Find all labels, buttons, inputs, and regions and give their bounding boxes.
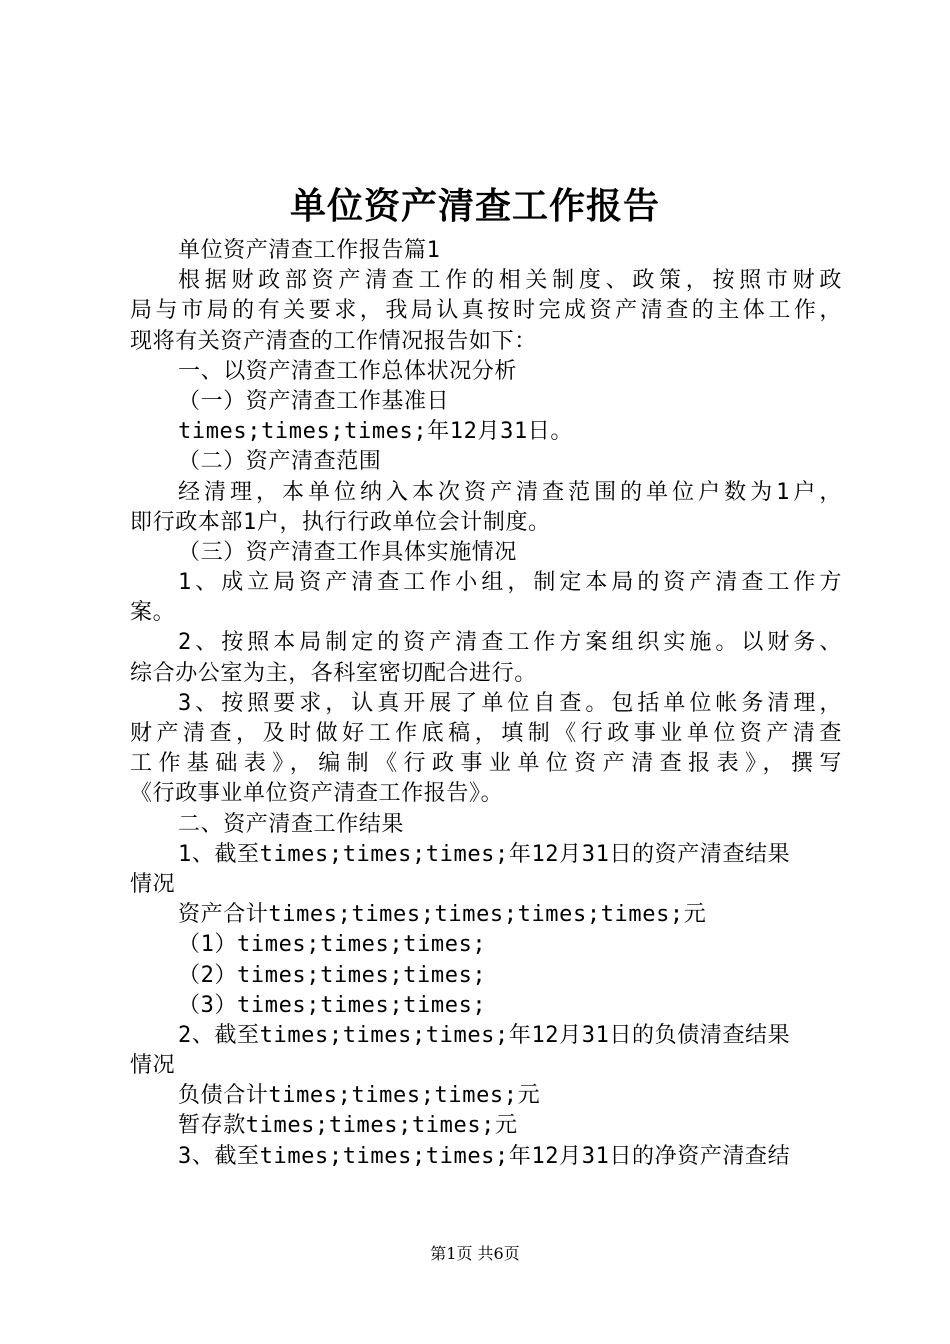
paragraph-line: 3、按照要求，认真开展了单位自查。包括单位帐务清理， — [178, 690, 842, 716]
paragraph-line: 即行政本部1户，执行行政单位会计制度。 — [130, 509, 551, 535]
paragraph-line: 负债合计times;times;times;元 — [178, 1083, 541, 1109]
subsection-heading: （三）资产清查工作具体实施情况 — [178, 539, 518, 565]
list-item: （1）times;times;times; — [178, 932, 487, 958]
paragraph-line: 1、成立局资产清查工作小组，制定本局的资产清查工作方 — [178, 570, 842, 596]
list-item: （3）times;times;times; — [178, 992, 487, 1018]
paragraph-line: 情况 — [130, 871, 176, 897]
paragraph-line: 局与市局的有关要求，我局认真按时完成资产清查的主体工作， — [130, 298, 842, 324]
document-body — [130, 236, 842, 1172]
paragraph-line: 案。 — [130, 600, 176, 626]
paragraph-line: times;times;times;年12月31日。 — [178, 419, 573, 445]
paragraph-line: 《行政事业单位资产清查工作报告》。 — [130, 781, 504, 807]
paragraph-line: 情况 — [130, 1053, 176, 1079]
paragraph-line: 工作基础表》，编制《行政事业单位资产清查报表》，撰写 — [130, 751, 842, 777]
paragraph-line: 单位资产清查工作报告篇1 — [178, 238, 441, 263]
document-title: 单位资产清查工作报告 — [289, 185, 660, 227]
page-footer: 第1页 共6页 — [430, 1244, 520, 1263]
section-heading: 一、以资产清查工作总体状况分析 — [178, 358, 518, 384]
paragraph-line: 2、按照本局制定的资产清查工作方案组织实施。以财务、 — [178, 630, 842, 656]
subsection-heading: （二）资产清查范围 — [178, 449, 382, 475]
paragraph-line: 根据财政部资产清查工作的相关制度、政策，按照市财政 — [178, 268, 842, 294]
paragraph-line: 2、截至times;times;times;年12月31日的负债清查结果 — [178, 1022, 791, 1048]
paragraph-line: 现将有关资产清查的工作情况报告如下： — [130, 328, 537, 354]
list-item: （2）times;times;times; — [178, 962, 487, 988]
paragraph-line: 经清理，本单位纳入本次资产清查范围的单位户数为1户， — [178, 479, 842, 505]
section-heading: 二、资产清查工作结果 — [178, 811, 405, 837]
paragraph-line: 3、截至times;times;times;年12月31日的净资产清查结 — [178, 1143, 791, 1169]
paragraph-line: 综合办公室为主，各科室密切配合进行。 — [130, 660, 537, 686]
subsection-heading: （一）资产清查工作基准日 — [178, 388, 450, 414]
paragraph-line: 1、截至times;times;times;年12月31日的资产清查结果 — [178, 841, 791, 867]
paragraph-line: 财产清查，及时做好工作底稿，填制《行政事业单位资产清查 — [130, 721, 842, 746]
paragraph-line: 资产合计times;times;times;times;times;元 — [178, 902, 707, 928]
paragraph-line: 暂存款times;times;times;元 — [178, 1113, 518, 1139]
